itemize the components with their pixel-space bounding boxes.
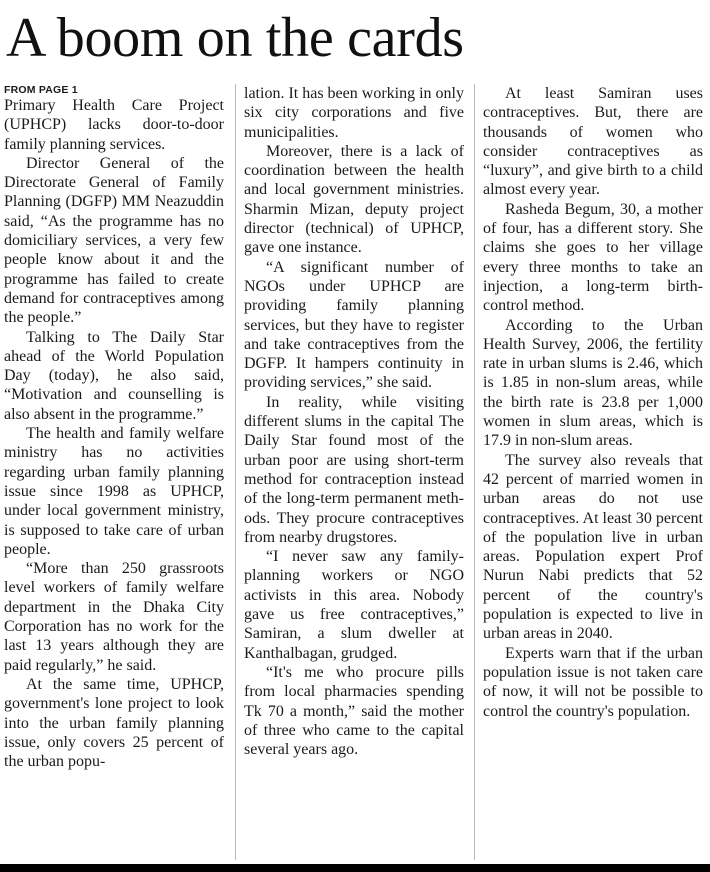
paragraph: Director General of the Directorate General of Family Planning (DGFP) MM Neazuddin said, “As the programme has no domiciliary services, a very few people know about it and the programme has failed to create demand for contraceptives among the people.” [4,154,224,327]
paragraph: Rasheda Begum, 30, a mother of four, has a different story. She claims she goes to her village every three months to take an injection, a long-term birth-control method. [483,200,703,315]
paragraph: The health and family welfare ministry has no activities regarding urban family planning issue since 1998 as UPHCP, under local government ministry, is supposed to take care of urban people. [4,425,224,558]
article-column-2 [244,84,464,759]
article-column-1 [4,84,224,771]
article-column-3 [483,84,703,721]
paragraph: “A significant number of NGOs under UPHCP are providing family planning services, but they have to register and take contraceptives from the DGFP. It hampers continuity in providing services,” she said. [244,258,464,392]
paragraph: Moreover, there is a lack of coordination between the health and local government ministries. Sharmin Mizan, deputy project director (technical) of UPHCP, gave one instance. [244,142,464,257]
paragraph: “More than 250 grassroots level workers of family welfare department in the Dhaka City Corporation has no work for the last 13 years although they are paid regularly,” he said. [4,560,224,674]
paragraph: Primary Health Care Project (UPHCP) lacks door-to-door family planning services. [4,97,224,153]
headline: A boom on the cards [6,7,464,69]
article-body [0,84,710,864]
bottom-edge-bar [0,864,710,872]
paragraph: “It's me who procure pills from local pharmacies spending Tk 70 a month,” said the mother of three who came to the capital several years ago. [244,663,464,759]
paragraph: According to the Urban Health Survey, 2006, the fertility rate in urban slums is 2.46, which is 1.85 in non-slum areas, while the birth rate is 23.8 per 1,000 women in slum areas, which is 17.9 in non-slum areas. [483,316,703,450]
from-page-kicker: FROM PAGE 1 [4,84,78,96]
paragraph: lation. It has been working in only six city corporations and five municipalities. [244,85,464,141]
paragraph: Experts warn that if the urban population issue is not taken care of now, it will not be possible to control the country's population. [483,644,703,720]
paragraph: “I never saw any family-planning workers or NGO activists in this area. Nobody gave us free contraceptives,” Samiran, a slum dweller at Kanthalbagan, grudged. [244,548,464,662]
paragraph: At the same time, UPHCP, government's lone project to look into the urban family planning issue, only covers 25 percent of the urban popu- [4,675,224,771]
paragraph: In reality, while visiting different slums in the capital The Daily Star found most of the urban poor are using short-term method for contraception instead of the long-term permanent methods. They procure contraceptives from nearby drugstores. [244,393,464,546]
paragraph: At least Samiran uses contraceptives. But, there are thousands of women who consider contraceptives as “luxury”, and give birth to a child almost every year. [483,85,703,199]
paragraph: Talking to The Daily Star ahead of the World Population Day (today), he also said, “Motivation and counselling is also absent in the programme.” [4,328,224,423]
paragraph: The survey also reveals that 42 percent of married women in urban areas do not use contraceptives. At least 30 percent of the population live in urban areas. Population expert Prof Nurun Nabi predicts that 52 percent of the country's population is expected to live in urban areas in 2040. [483,451,703,643]
